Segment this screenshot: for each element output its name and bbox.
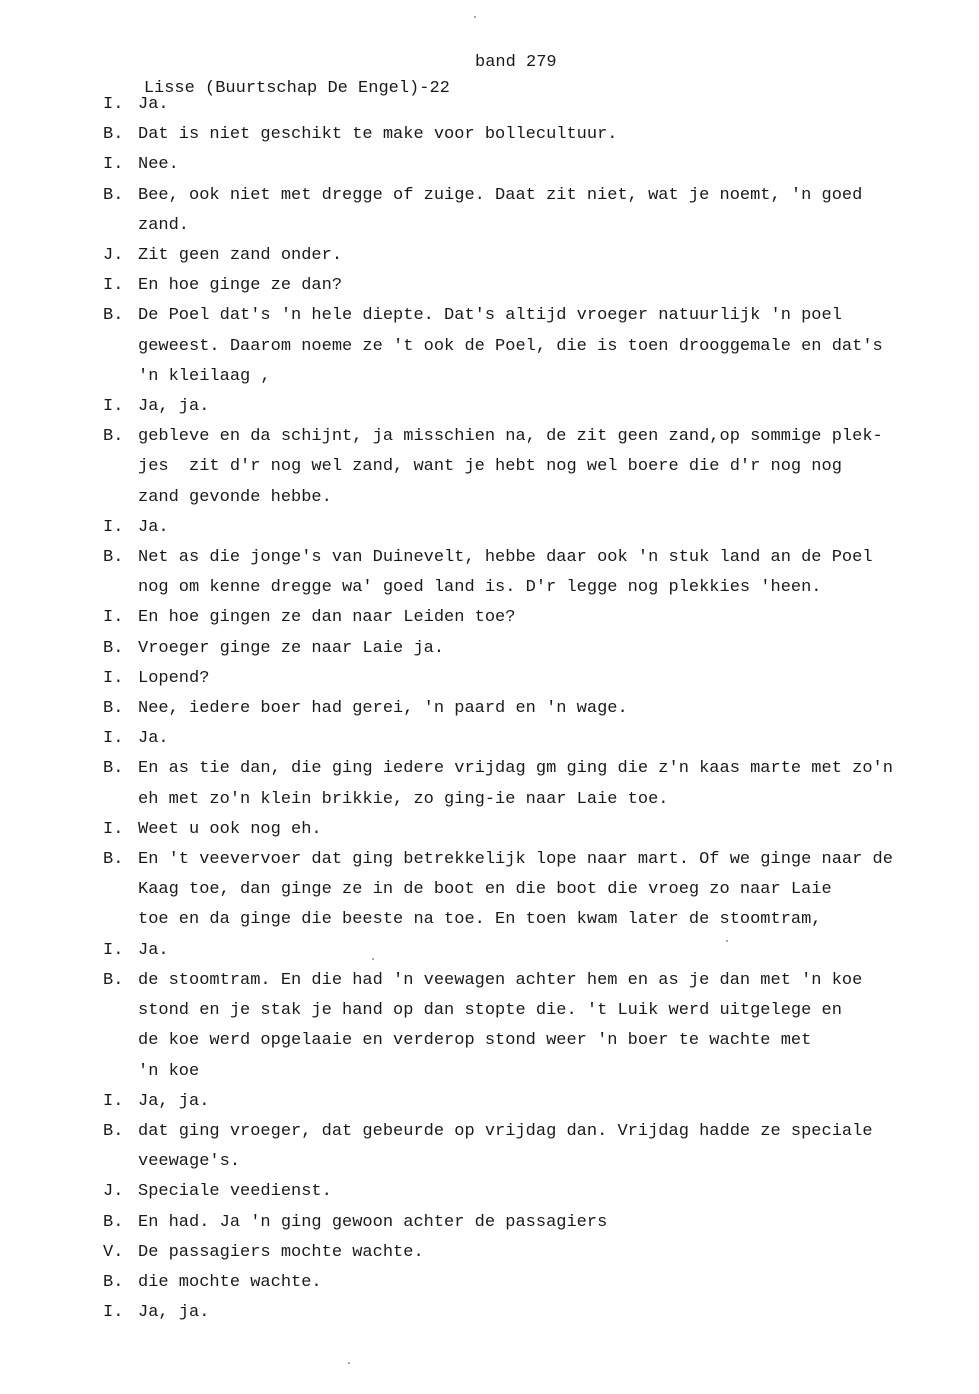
dialogue-turn (103, 513, 943, 543)
dialogue-turn (103, 724, 943, 754)
speaker-label: I. (103, 276, 124, 296)
utterance-line: toe en da ginge die beeste na toe. En toen kwam later de stoomtram, (138, 910, 822, 930)
utterance-line: Speciale veedienst. (138, 1182, 332, 1202)
speaker-label: I. (103, 729, 124, 749)
utterance-text (138, 634, 943, 664)
utterance-line: eh met zo'n klein brikkie, zo ging-ie naar Laie toe. (138, 789, 669, 809)
utterance-line: Net as die jonge's van Duinevelt, hebbe daar ook 'n stuk land an de Poel (138, 548, 873, 568)
dialogue-turn (103, 1298, 943, 1328)
dialogue-turn (103, 966, 943, 1087)
utterance-text (138, 181, 943, 241)
utterance-text (138, 422, 943, 513)
utterance-line: En hoe gingen ze dan naar Leiden toe? (138, 608, 516, 628)
dialogue-turn (103, 1238, 943, 1268)
speaker-label: B. (103, 306, 124, 326)
scan-speck (726, 940, 728, 942)
utterance-line: de stoomtram. En die had 'n veewagen achter hem en as je dan met 'n koe (138, 970, 863, 990)
utterance-line: Ja. (138, 940, 169, 960)
utterance-text (138, 301, 943, 392)
utterance-text (138, 1177, 943, 1207)
speaker-label: I. (103, 668, 124, 688)
utterance-text (138, 90, 943, 120)
speaker-label: B. (103, 1212, 124, 1232)
document-title: Lisse (Buurtschap De Engel)-22 (143, 79, 450, 98)
utterance-text (138, 966, 943, 1087)
utterance-line: nog om kenne dregge wa' goed land is. D'r legge nog plekkies 'heen. (138, 578, 822, 598)
utterance-line: jes zit d'r nog wel zand, want je hebt nog wel boere die d'r nog nog (138, 457, 842, 477)
utterance-line: Kaag toe, dan ginge ze in de boot en die boot die vroeg zo naar Laie (138, 880, 832, 900)
speaker-label: B. (103, 1121, 124, 1141)
dialogue-turn (103, 392, 943, 422)
utterance-line: Ja. (138, 729, 169, 749)
speaker-label: I. (103, 1091, 124, 1111)
transcript-body (103, 90, 943, 1328)
utterance-text (138, 392, 943, 422)
utterance-line: 'n kleilaag , (138, 366, 271, 386)
dialogue-turn (103, 664, 943, 694)
dialogue-turn (103, 1117, 943, 1177)
tape-band-number: band 279 (475, 53, 557, 72)
utterance-line: 'n koe (138, 1061, 200, 1081)
utterance-line: Weet u ook nog eh. (138, 819, 322, 839)
utterance-line: gebleve en da schijnt, ja misschien na, de zit geen zand,op sommige plek- (138, 427, 883, 447)
utterance-line: De Poel dat's 'n hele diepte. Dat's altijd vroeger natuurlijk 'n poel (138, 306, 842, 326)
dialogue-turn (103, 754, 943, 814)
utterance-line: Nee, iedere boer had gerei, 'n paard en 'n wage. (138, 699, 628, 719)
utterance-line: Ja, ja. (138, 1091, 210, 1111)
utterance-text (138, 1208, 943, 1238)
dialogue-turn (103, 120, 943, 150)
dialogue-turn (103, 603, 943, 633)
utterance-text (138, 664, 943, 694)
scan-speck (372, 958, 374, 960)
utterance-text (138, 1087, 943, 1117)
utterance-line: En as tie dan, die ging iedere vrijdag gm ging die z'n kaas marte met zo'n (138, 759, 893, 779)
utterance-line: Ja, ja. (138, 1303, 210, 1323)
dialogue-turn (103, 634, 943, 664)
utterance-text (138, 241, 943, 271)
utterance-line: De passagiers mochte wachte. (138, 1242, 424, 1262)
speaker-label: I. (103, 155, 124, 175)
speaker-label: I. (103, 940, 124, 960)
dialogue-turn (103, 845, 943, 936)
speaker-label: B. (103, 699, 124, 719)
utterance-line: die mochte wachte. (138, 1272, 322, 1292)
speaker-label: B. (103, 427, 124, 447)
speaker-label: B. (103, 850, 124, 870)
speaker-label: I. (103, 819, 124, 839)
utterance-text (138, 603, 943, 633)
dialogue-turn (103, 694, 943, 724)
utterance-text (138, 724, 943, 754)
utterance-text (138, 120, 943, 150)
dialogue-turn (103, 181, 943, 241)
speaker-label: I. (103, 1303, 124, 1323)
dialogue-turn (103, 936, 943, 966)
utterance-line: Ja. (138, 95, 169, 114)
dialogue-turn (103, 1208, 943, 1238)
utterance-text (138, 271, 943, 301)
dialogue-turn (103, 1087, 943, 1117)
scan-speck (474, 16, 476, 18)
utterance-text (138, 1238, 943, 1268)
utterance-text (138, 1268, 943, 1298)
speaker-label: I. (103, 517, 124, 537)
speaker-label: I. (103, 608, 124, 628)
utterance-line: Ja, ja. (138, 397, 210, 417)
speaker-label: I. (103, 397, 124, 417)
dialogue-turn (103, 150, 943, 180)
utterance-line: Nee. (138, 155, 179, 175)
dialogue-turn (103, 241, 943, 271)
utterance-text (138, 543, 943, 603)
utterance-line: stond en je stak je hand op dan stopte die. 't Luik werd uitgelege en (138, 1001, 842, 1021)
utterance-text (138, 1298, 943, 1328)
utterance-line: geweest. Daarom noeme ze 't ook de Poel, die is toen drooggemale en dat's (138, 336, 883, 356)
utterance-line: zand gevonde hebbe. (138, 487, 332, 507)
speaker-label: J. (103, 1182, 124, 1202)
utterance-line: En 't veevervoer dat ging betrekkelijk lope naar mart. Of we ginge naar de (138, 850, 893, 870)
utterance-line: En had. Ja 'n ging gewoon achter de passagiers (138, 1212, 608, 1232)
utterance-line: En hoe ginge ze dan? (138, 276, 343, 296)
dialogue-turn (103, 271, 943, 301)
dialogue-turn (103, 815, 943, 845)
utterance-line: Ja. (138, 517, 169, 537)
speaker-label: B. (103, 759, 124, 779)
utterance-line: dat ging vroeger, dat gebeurde op vrijdag dan. Vrijdag hadde ze speciale (138, 1121, 873, 1141)
dialogue-turn (103, 422, 943, 513)
utterance-text (138, 845, 943, 936)
utterance-text (138, 513, 943, 543)
dialogue-turn (103, 301, 943, 392)
utterance-text (138, 815, 943, 845)
dialogue-turn (103, 543, 943, 603)
utterance-line: Zit geen zand onder. (138, 246, 343, 266)
speaker-label: B. (103, 185, 124, 205)
speaker-label: B. (103, 970, 124, 990)
utterance-line: veewage's. (138, 1152, 241, 1172)
speaker-label: B. (103, 1272, 124, 1292)
utterance-line: Vroeger ginge ze naar Laie ja. (138, 638, 445, 658)
utterance-line: Bee, ook niet met dregge of zuige. Daat zit niet, wat je noemt, 'n goed (138, 185, 863, 205)
speaker-label: I. (103, 95, 124, 114)
utterance-text (138, 1117, 943, 1177)
speaker-label: B. (103, 638, 124, 658)
utterance-text (138, 936, 943, 966)
speaker-label: B. (103, 125, 124, 145)
speaker-label: V. (103, 1242, 124, 1262)
utterance-line: de koe werd opgelaaie en verderop stond weer 'n boer te wachte met (138, 1031, 812, 1051)
utterance-line: zand. (138, 215, 190, 235)
scan-speck (348, 1362, 350, 1364)
speaker-label: J. (103, 246, 124, 266)
dialogue-turn (103, 90, 943, 120)
dialogue-turn (103, 1268, 943, 1298)
utterance-line: Lopend? (138, 668, 210, 688)
utterance-text (138, 754, 943, 814)
utterance-text (138, 694, 943, 724)
utterance-text (138, 150, 943, 180)
dialogue-turn (103, 1177, 943, 1207)
speaker-label: B. (103, 548, 124, 568)
utterance-line: Dat is niet geschikt te make voor bollecultuur. (138, 125, 618, 145)
